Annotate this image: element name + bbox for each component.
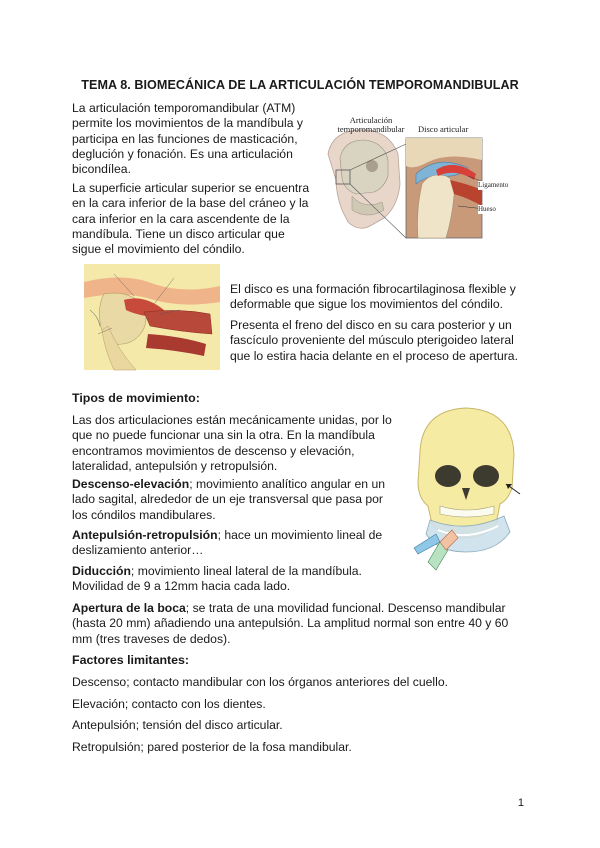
page-number: 1 <box>517 797 524 809</box>
movements-heading: Tipos de movimiento: <box>72 391 200 405</box>
figure-label-ligament: Ligamento <box>478 181 509 189</box>
movement-term: Apertura de la boca <box>72 601 186 615</box>
limit-item-elevacion: Elevación; contacto con los dientes. <box>72 697 266 711</box>
disc-anatomy-illustration <box>84 264 220 370</box>
disc-anatomy-drawing <box>84 264 220 370</box>
skull-illustration <box>400 402 530 580</box>
tmj-illustration <box>318 114 509 242</box>
disc-paragraph-2: Presenta el freno del disco en su cara posterior y un fascículo proveniente del músculo pterigoideo lateral que lo estira hacia delante en el proceso de apertura. <box>230 318 518 363</box>
movement-text: ; se trata de una movilidad funcional. Descenso mandibular (hasta 20 mm) añadiendo una antepulsión. La amplitud normal son entre 40 y 60 mm (tres traveses de dedos). <box>72 601 509 646</box>
page-title: TEMA 8. BIOMECÁNICA DE LA ARTICULACIÓN TEMPOROMANDIBULAR <box>81 78 519 92</box>
figure-label-atm-line1: Articulación <box>349 115 393 125</box>
movement-text: ; movimiento analítico angular en un lado sagital, alrededor de un eje transversal que pasa por los cóndilos mandibulares. <box>72 477 385 522</box>
movement-term: Descenso-elevación <box>72 477 190 491</box>
movement-term: Diducción <box>72 564 131 578</box>
movement-term: Antepulsión-retropulsión <box>72 528 218 542</box>
figure-label-atm-line2: temporomandibular <box>337 124 405 134</box>
figure-label-disc: Disco articular <box>418 124 469 134</box>
limit-item-antepulsion: Antepulsión; tensión del disco articular. <box>72 718 283 732</box>
limit-item-retropulsion: Retropulsión; pared posterior de la fosa mandibular. <box>72 740 352 754</box>
intro-paragraph-2: La superficie articular superior se encuentra en la cara inferior de la base del cráneo y la cara inferior en la cara ascendente de la mandíbula. Tiene un disco articular que sigue el movimiento del cóndilo. <box>72 181 310 257</box>
intro-paragraph-1: La articulación temporomandibular (ATM) permite los movimientos de la mandíbula y participa en las funciones de masticación, deglución y fonación. Es una articulación bicondílea. <box>72 101 303 177</box>
movement-text: ; hace un movimiento lineal de deslizamiento anterior… <box>72 528 383 558</box>
movement-antepulsion-retropulsion <box>72 528 392 559</box>
limits-heading: Factores limitantes: <box>72 653 190 667</box>
movement-apertura <box>72 601 522 647</box>
movement-descenso-elevacion <box>72 477 392 523</box>
movement-text: ; movimiento lineal lateral de la mandíbula. Movilidad de 9 a 12mm hacia cada lado. <box>72 564 362 594</box>
movement-diduccion <box>72 564 372 595</box>
limit-item-descenso: Descenso; contacto mandibular con los órganos anteriores del cuello. <box>72 675 448 689</box>
movements-intro: Las dos articulaciones están mecánicamente unidas, por lo que no puede funcionar una sin la otra. En la mandíbula encontramos movimientos de descenso y elevación, lateralidad, antepulsión y retropulsión. <box>72 413 392 473</box>
skull-drawing <box>400 402 530 580</box>
figure-label-bone: Hueso <box>478 205 496 213</box>
disc-paragraph-1: El disco es una formación fibrocartilaginosa flexible y deformable que sigue los movimientos del cóndilo. <box>230 282 516 312</box>
figure-label-atm <box>336 116 406 134</box>
